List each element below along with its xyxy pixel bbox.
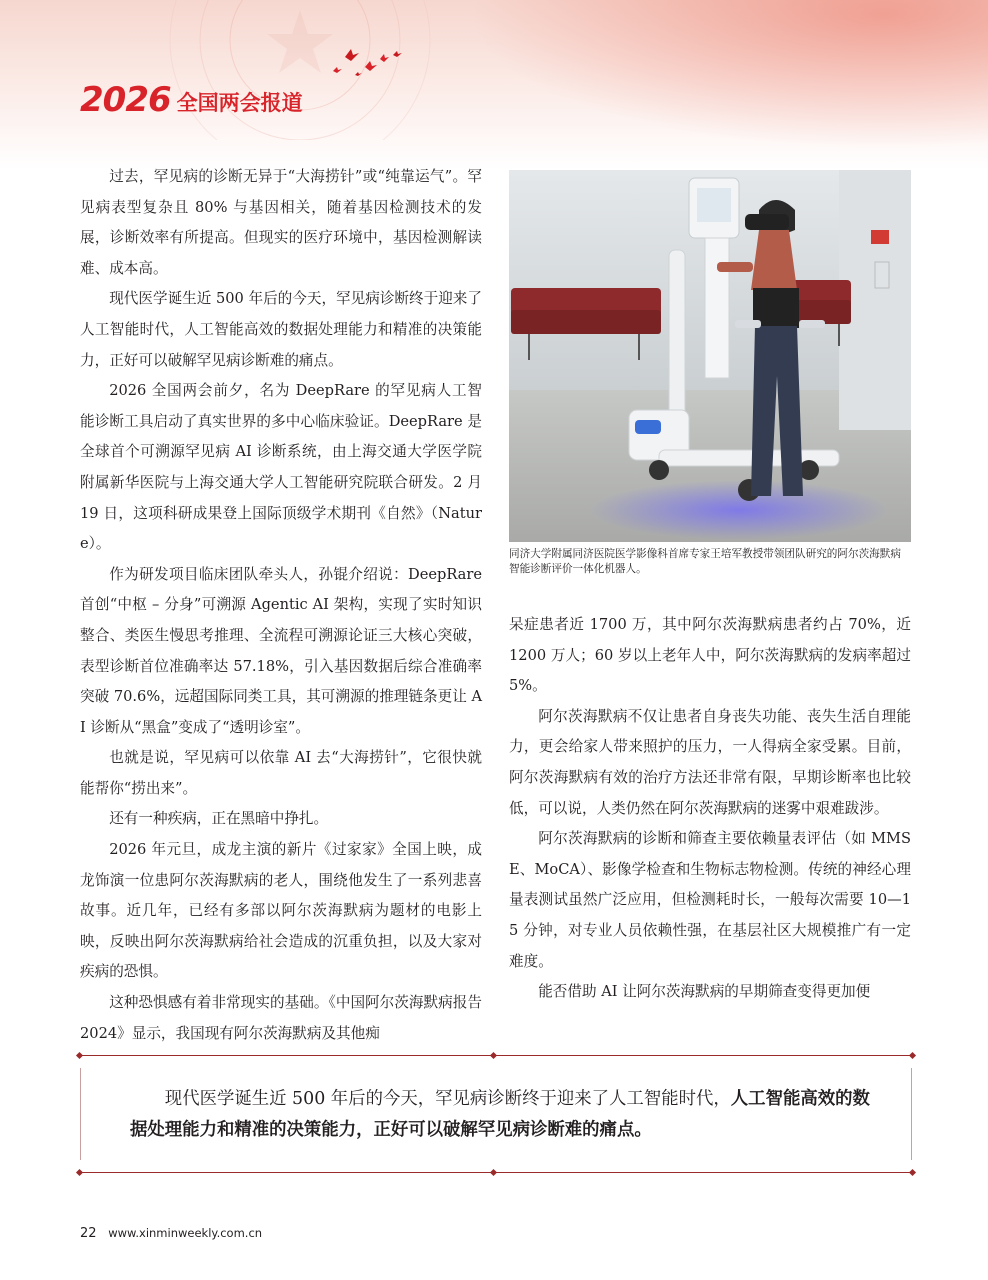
pull-quote bbox=[80, 1055, 912, 1173]
corner-ornament bbox=[76, 1052, 83, 1059]
left-column bbox=[80, 162, 482, 1049]
corner-ornament bbox=[490, 1169, 497, 1176]
corner-ornament bbox=[909, 1169, 916, 1176]
photo-caption: 同济大学附属同济医院医学影像科首席专家王培军教授带领团队研究的阿尔茨海默病智能诊断评价一体化机器人。 bbox=[509, 548, 901, 575]
corner-ornament bbox=[76, 1169, 83, 1176]
pull-quote-text bbox=[130, 1084, 870, 1146]
pull-quote-normal: 现代医学诞生近 500 年后的今天，罕见病诊断终于迎来了人工智能时代， bbox=[164, 1089, 731, 1109]
paragraph: 阿尔茨海默病不仅让患者自身丧失功能、丧失生活自理能力，更会给家人带来照护的压力，一人得病全家受累。目前，阿尔茨海默病有效的治疗方法还非常有限，早期诊断率也比较低，可以说，人类仍然在阿尔茨海默病的迷雾中艰难跋涉。 bbox=[509, 707, 911, 817]
right-column bbox=[509, 610, 911, 1008]
paragraph: 2026 年元旦，成龙主演的新片《过家家》全国上映，成龙饰演一位患阿尔茨海默病的老人，围绕他发生了一系列悲喜故事。近几年，已经有多部以阿尔茨海默病为题材的电影上映，反映出阿尔茨海默病给社会造成的沉重负担，以及大家对疾病的恐惧。 bbox=[80, 841, 482, 981]
paragraph: 现代医学诞生近 500 年后的今天，罕见病诊断终于迎来了人工智能时代，人工智能高效的数据处理能力和精准的决策能力，正好可以破解罕见病诊断难的痛点。 bbox=[80, 290, 482, 369]
pull-quote-bold: 人工智能高效的数据处理能力和精准的决策能力，正好可以破解罕见病诊断难的痛点。 bbox=[130, 1089, 870, 1140]
photo-illustration bbox=[509, 170, 911, 542]
section-logo bbox=[80, 80, 303, 120]
corner-ornament bbox=[909, 1052, 916, 1059]
paragraph: 能否借助 AI 让阿尔茨海默病的早期筛查变得更加便 bbox=[538, 983, 871, 1001]
paragraph: 阿尔茨海默病的诊断和筛查主要依赖量表评估（如 MMSE、MoCA）、影像学检查和生物标志物检测。传统的神经心理量表测试虽然广泛应用，但检测耗时长，一般每次需要 10—15 分钟，对专业人员依赖性强，在基层社区大规模推广有一定难度。 bbox=[509, 830, 911, 970]
page-footer bbox=[80, 1226, 262, 1241]
paragraph: 2026 全国两会前夕，名为 DeepRare 的罕见病人工智能诊断工具启动了真实世界的多中心临床验证。DeepRare 是全球首个可溯源罕见病 AI 诊断系统，由上海交通大学医学院附属新华医院与上海交通大学人工智能研究院联合研发。2 月 19 日，这项科研成果登上国际顶级学术期刊《自然》（Nature）。 bbox=[80, 382, 482, 553]
page-number: 22 bbox=[80, 1226, 97, 1241]
paragraph: 还有一种疾病，正在黑暗中挣扎。 bbox=[109, 810, 329, 828]
paragraph: 也就是说，罕见病可以依靠 AI 去“大海捞针”，它很快就能帮你“捞出来”。 bbox=[80, 749, 482, 797]
paragraph: 呆症患者近 1700 万，其中阿尔茨海默病患者约占 70%，近 1200 万人；60 岁以上老年人中，阿尔茨海默病的发病率超过 5%。 bbox=[509, 616, 911, 695]
birds-icon bbox=[325, 45, 415, 85]
header-banner bbox=[0, 0, 988, 170]
paragraph: 这种恐惧感有着非常现实的基础。《中国阿尔茨海默病报告 2024》显示，我国现有阿尔茨海默病及其他痴 bbox=[80, 994, 482, 1042]
robot-photo bbox=[509, 170, 911, 542]
paragraph: 过去，罕见病的诊断无异于“大海捞针”或“纯靠运气”。罕见病表型复杂且 80% 与基因相关，随着基因检测技术的发展，诊断效率有所提高。但现实的医疗环境中，基因检测解读难、成本高。 bbox=[80, 168, 482, 277]
issue-year: 2026 bbox=[80, 80, 171, 120]
corner-ornament bbox=[490, 1052, 497, 1059]
website-url: www.xinminweekly.com.cn bbox=[108, 1226, 263, 1240]
section-title: 全国两会报道 bbox=[176, 91, 303, 115]
paragraph: 作为研发项目临床团队牵头人，孙锟介绍说：DeepRare 首创“中枢 – 分身”可溯源 Agentic AI 架构，实现了实时知识整合、类医生慢思考推理、全流程可溯源论证三大核心突破，表型诊断首位准确率达 57.18%，引入基因数据后综合准确率突破 70.6%，远超国际同类工具，其可溯源的推理链条更让 AI 诊断从“黑盒”变成了“透明诊室”。 bbox=[80, 565, 482, 736]
